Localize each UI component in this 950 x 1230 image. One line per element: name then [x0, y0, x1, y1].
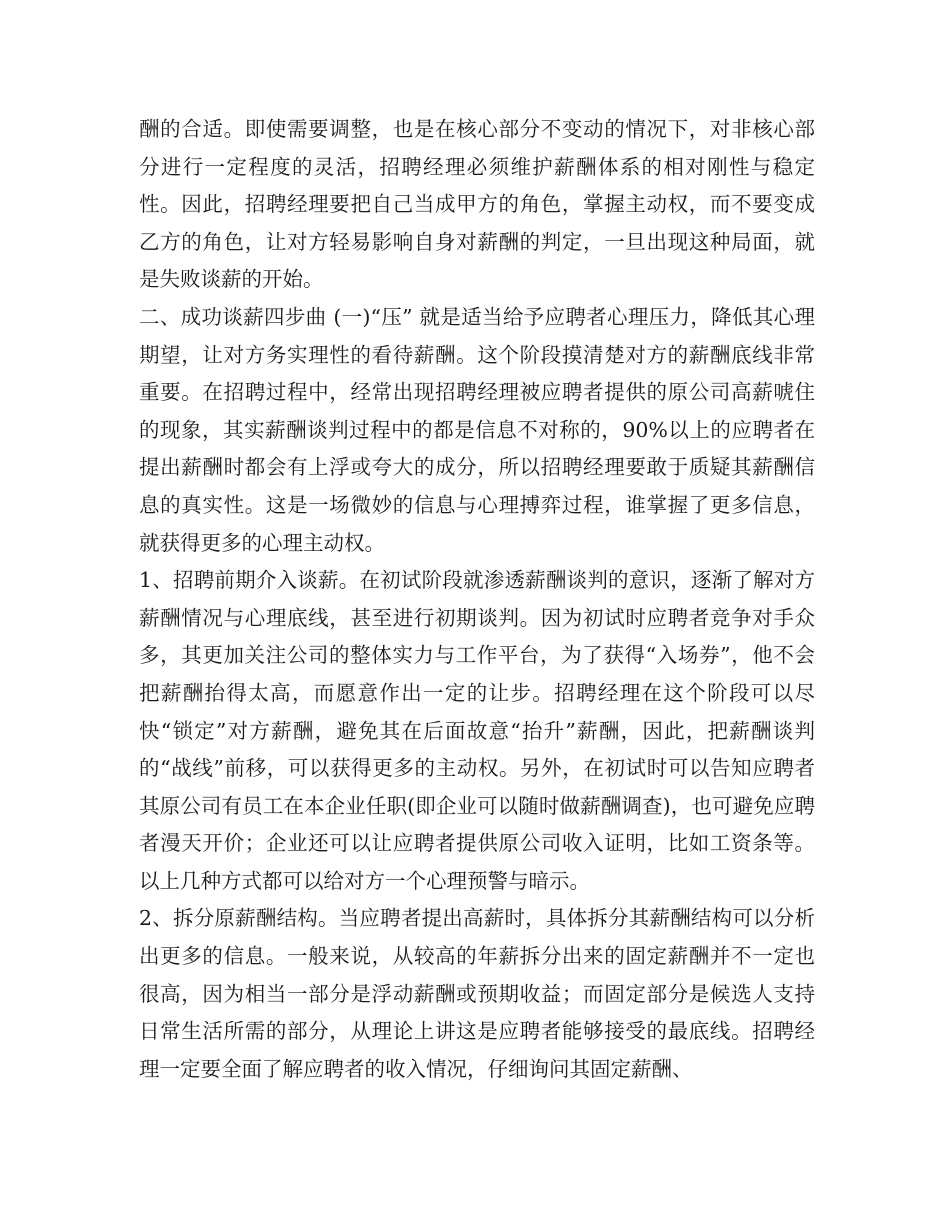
paragraph-split-structure: 2、拆分原薪酬结构。当应聘者提出高薪时，具体拆分其薪酬结构可以分析出更多的信息。一般来说，从较高的年薪拆分出来的固定薪酬并不一定也很高，因为相当一部分是浮动薪酬或预期收益；而固定部分是候选人支持日常生活所需的部分，从理论上讲这是应聘者能够接受的最底线。招聘经理一定要全面了解应聘者的收入情况，仔细询问其固定薪酬、	[139, 906, 815, 1081]
paragraph-early-negotiation: 1、招聘前期介入谈薪。在初试阶段就渗透薪酬谈判的意识，逐渐了解对方薪酬情况与心理底线，甚至进行初期谈判。因为初试时应聘者竞争对手众多，其更加关注公司的整体实力与工作平台，为了获得“入场券”，他不会把薪酬抬得太高，而愿意作出一定的让步。招聘经理在这个阶段可以尽快“锁定”对方薪酬，避免其在后面故意“抬升”薪酬，因此，把薪酬谈判的“战线”前移，可以获得更多的主动权。另外，在初试时可以告知应聘者其原公司有员工在本企业任职(即企业可以随时做薪酬调查)，也可避免应聘者漫天开价；企业还可以让应聘者提供原公司收入证明，比如工资条等。以上几种方式都可以给对方一个心理预警与暗示。	[139, 568, 815, 893]
paragraph-four-steps-press: 二、成功谈薪四步曲 (一)“压” 就是适当给予应聘者心理压力，降低其心理期望，让对方务实理性的看待薪酬。这个阶段摸清楚对方的薪酬底线非常重要。在招聘过程中，经常出现招聘经理被应聘者提供的原公司高薪唬住的现象，其实薪酬谈判过程中的都是信息不对称的，90%以上的应聘者在提出薪酬时都会有上浮或夸大的成分，所以招聘经理要敢于质疑其薪酬信息的真实性。这是一场微妙的信息与心理搏弈过程，谁掌握了更多信息，就获得更多的心理主动权。	[139, 304, 815, 555]
paragraph-salary-rigidity: 酬的合适。即使需要调整，也是在核心部分不变动的情况下，对非核心部分进行一定程度的灵活，招聘经理必须维护薪酬体系的相对刚性与稳定性。因此，招聘经理要把自己当成甲方的角色，掌握主动权，而不要变成乙方的角色，让对方轻易影响自身对薪酬的判定，一旦出现这种局面，就是失败谈薪的开始。	[139, 117, 815, 292]
document-body	[139, 111, 815, 1088]
